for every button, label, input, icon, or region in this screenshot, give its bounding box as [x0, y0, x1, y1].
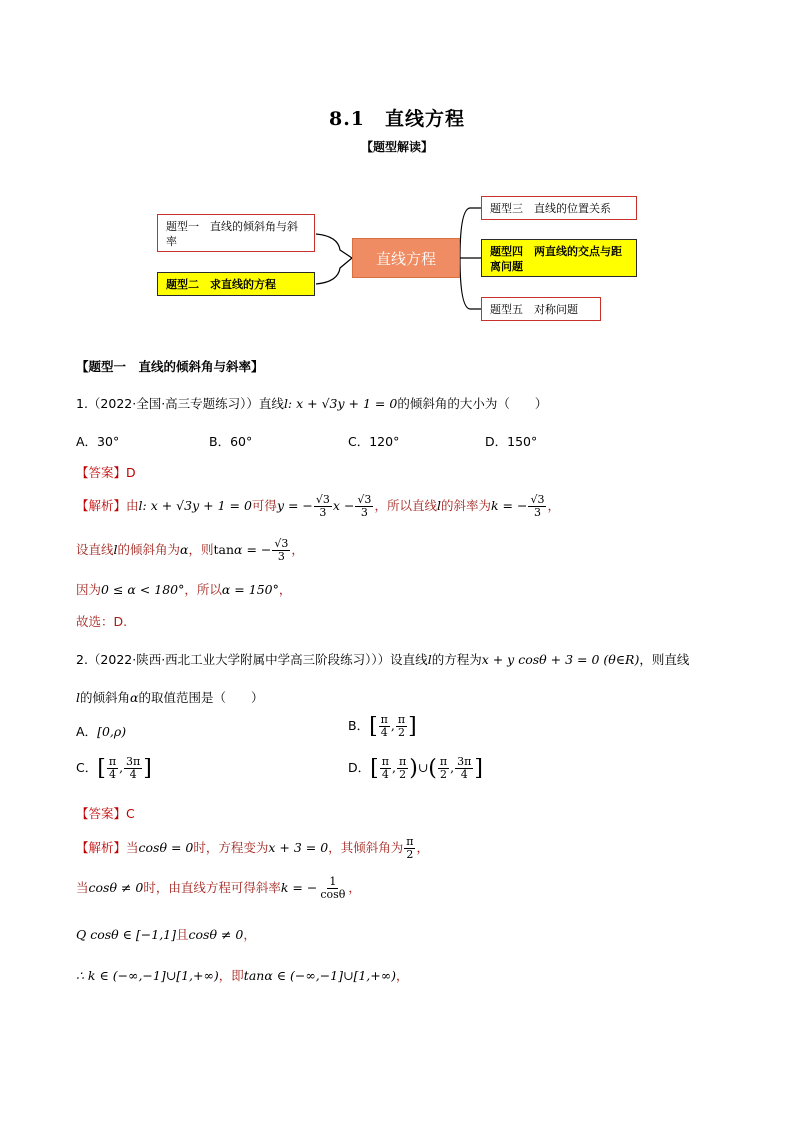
- q1-option-a: A．30°: [76, 434, 120, 449]
- q1-a1-mid: 可得: [251, 498, 277, 513]
- q2-analysis-line-1: 【解析】当cosθ = 0时，方程变为x + 3 = 0，其倾斜角为 $\frac{\pi}{2}$ ，: [76, 835, 429, 861]
- q1-answer-value: D: [126, 465, 136, 480]
- q2-option-a: A．[0,ρ): [76, 724, 127, 739]
- mindmap-center: 直线方程: [352, 238, 460, 278]
- q1-analysis-line-1: 【解析】由l: x + √3y + 1 = 0可得y = − $\frac{√3}{3}$ x − $\frac{√3}{3}$ ，所以直线l的斜率为k = − $\frac{√3}{3}$ ，: [76, 493, 560, 519]
- q1-stem-eq: l: x + √3y + 1 = 0: [283, 396, 398, 411]
- q2-stem2-pre: 的倾斜角: [80, 690, 131, 705]
- q2-analysis-line-4: ∴ k ∈ (−∞,−1]∪[1,+∞)，即tanα ∈ (−∞,−1]∪[1,+∞)，: [76, 968, 409, 983]
- q1-stem-post: 的倾斜角的大小为（ ）: [397, 396, 548, 411]
- q2-option-a-value: [0,ρ): [97, 724, 127, 739]
- mindmap-topic-3: 题型三 直线的位置关系: [481, 196, 637, 220]
- q1-a1-mid2: ，所以直线: [374, 498, 437, 513]
- section-heading-1: 【题型一 直线的倾斜角与斜率】: [76, 359, 264, 374]
- q1-answer: [76, 463, 136, 481]
- page-subtitle: 【题型解读】: [360, 140, 433, 154]
- q2-stem-line-2: l的倾斜角α的取值范围是（ ）: [76, 690, 264, 705]
- q1-frac-1: $\frac{√3}{3}$: [315, 493, 330, 519]
- q1-a1-pre: 由: [126, 498, 139, 513]
- q1-a1-end: ，: [547, 498, 560, 513]
- q2-answer-value: C: [126, 806, 135, 821]
- q2-answer-label: 【答案】: [76, 806, 127, 821]
- q1-frac-4: $\frac{√3}{3}$: [274, 537, 289, 563]
- q1-a3-eq: 0 ≤ α < 180°: [101, 582, 185, 597]
- q2-stem-eq: x + y cosθ + 3 = 0 (θ∈R): [481, 652, 640, 667]
- page-title: 8.1 直线方程: [328, 108, 466, 130]
- q1-frac-3: $\frac{√3}{3}$: [530, 493, 545, 519]
- q1-option-b: B．60°: [209, 434, 253, 449]
- q1-a1-mid3: 的斜率为: [440, 498, 491, 513]
- q1-a2-mid2: ，则: [188, 542, 214, 557]
- q2-stem2-post: 的取值范围是（ ）: [138, 690, 264, 705]
- q1-option-c: C．120°: [348, 434, 400, 449]
- mindmap-topic-5: 题型五 对称问题: [481, 297, 601, 321]
- q2-frac-slope: $\frac{1}{\cos\theta}$: [320, 875, 346, 901]
- q2-option-d: D．[ $\frac{\pi}{4}$ , $\frac{\pi}{2}$ )∪( $\frac{\pi}{2}$ , $\frac{3\pi}{4}$ ]: [348, 755, 483, 781]
- q1-a2-end: ，: [291, 542, 304, 557]
- q2-analysis-line-3: Q cosθ ∈ [−1,1]且cosθ ≠ 0，: [76, 927, 256, 942]
- q1-analysis-label: 【解析】: [76, 498, 127, 513]
- mindmap-topic-1: 题型一 直线的倾斜角与斜率: [157, 214, 315, 252]
- q2-option-b: B．[ $\frac{\pi}{4}$ , $\frac{\pi}{2}$ ]: [348, 713, 417, 739]
- mindmap-topic-4: 题型四 两直线的交点与距离问题: [481, 239, 637, 277]
- q2-analysis-line-2: 当cosθ ≠ 0时，由直线方程可得斜率k = − $\frac{1}{\cos\theta}$ ，: [76, 875, 361, 901]
- mindmap-topic-2: 题型二 求直线的方程: [157, 272, 315, 296]
- q1-option-d: D．150°: [485, 434, 538, 449]
- q1-a1-eq: l: x + √3y + 1 = 0: [138, 498, 252, 513]
- q1-answer-label: 【答案】: [76, 465, 127, 480]
- q1-analysis-line-3: [76, 580, 291, 598]
- q1-analysis-line-2: 设直线l的倾斜角为α，则tanα = − $\frac{√3}{3}$ ，: [76, 537, 304, 563]
- q2-stem-line-1: 2.（2022·陕西·西北工业大学附属中学高三阶段练习）））设直线l的方程为x + y cosθ + 3 = 0 (θ∈R)，则直线: [76, 652, 690, 667]
- q2-option-c: C．[ $\frac{\pi}{4}$ , $\frac{3\pi}{4}$ ]: [76, 755, 152, 781]
- q1-stem-pre: 1.（2022·全国·高三专题练习））直线: [76, 396, 284, 411]
- q1-a2-pre: 设直线: [76, 542, 114, 557]
- q1-a2-mid: 的倾斜角为: [117, 542, 181, 557]
- q2-stem-pre: 2.（2022·陕西·西北工业大学附属中学高三阶段练习）））设直线: [76, 652, 428, 667]
- q1-a3-mid: ，所以: [184, 582, 222, 597]
- q1-a3-eq2: α = 150°: [221, 582, 279, 597]
- q2-frac-pi-2: $\frac{\pi}{2}$: [406, 835, 414, 861]
- q1-a3-pre: 因为: [76, 582, 102, 597]
- q1-stem: [76, 394, 547, 412]
- q2-stem-post: ，则直线: [639, 652, 690, 667]
- q1-a3-end: ，: [278, 582, 292, 597]
- q1-frac-2: $\frac{√3}{3}$: [357, 493, 372, 519]
- q2-stem-mid: 的方程为: [431, 652, 482, 667]
- q2-analysis-label: 【解析】: [76, 840, 127, 855]
- q2-answer: [76, 804, 135, 822]
- q1-analysis-line-4: 故选：D.: [76, 614, 128, 629]
